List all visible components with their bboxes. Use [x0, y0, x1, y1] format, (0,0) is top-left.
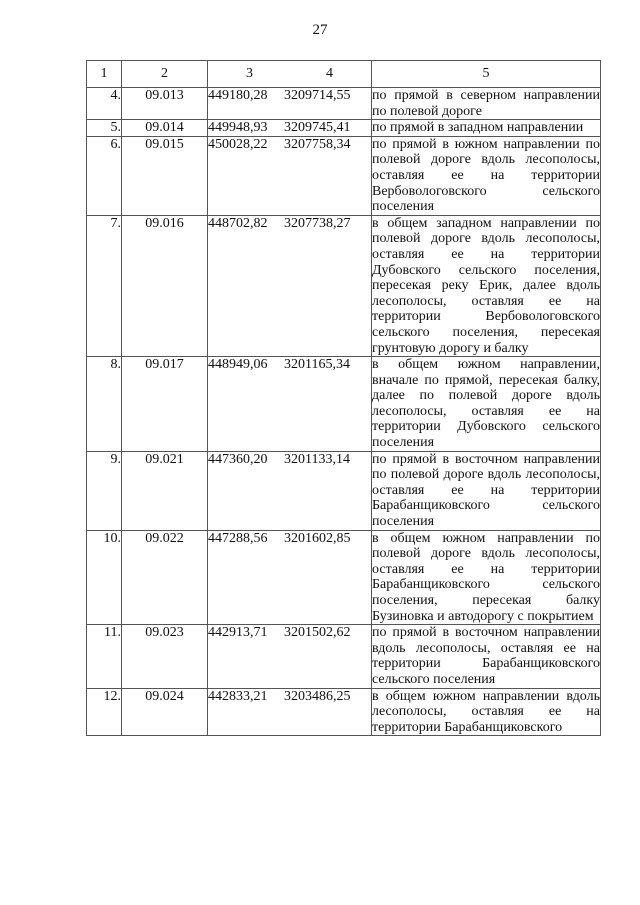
coordinates-cell — [208, 215, 372, 356]
coord-y: 3201602,85 — [284, 530, 351, 546]
point-code: 09.013 — [122, 88, 208, 120]
point-code: 09.022 — [122, 530, 208, 625]
table-header-row — [87, 61, 601, 88]
table-row — [87, 88, 601, 120]
coordinates-cell — [208, 625, 372, 688]
header-col-3: 3 — [246, 66, 253, 82]
point-code: 09.016 — [122, 215, 208, 356]
table-row — [87, 357, 601, 452]
header-col-5: 5 — [372, 61, 601, 88]
row-number: 4. — [87, 88, 122, 120]
row-number: 10. — [87, 530, 122, 625]
coord-x: 447288,56 — [208, 530, 268, 546]
header-col-3-4 — [208, 61, 372, 88]
boundary-points-table — [86, 60, 601, 736]
coord-x: 447360,20 — [208, 451, 268, 467]
row-number: 9. — [87, 451, 122, 530]
coordinates-cell — [208, 357, 372, 452]
coord-y: 3209745,41 — [284, 120, 351, 136]
coordinates-cell — [208, 688, 372, 736]
point-code: 09.014 — [122, 120, 208, 137]
description: по прямой в южном направлении по полевой дороге вдоль лесополосы, оставляя ее на территории Вербовологовского сельского поселения — [372, 136, 600, 215]
coord-x: 442833,21 — [208, 688, 268, 704]
row-number: 5. — [87, 120, 122, 137]
coordinates-cell — [208, 88, 372, 120]
description: в общем западном направлении по полевой дороге вдоль лесополосы, оставляя ее на территории Дубовского сельского поселения, пересекая реку Ерик, далее вдоль лесополосы, оставляя ее на территории Вербовологовского сельского поселения, пересекая грунтовую дорогу и балку — [372, 215, 600, 356]
description: по прямой в восточном направлении по полевой дороге вдоль лесополосы, оставляя ее на территории Барабанщиковского сельского поселения — [372, 451, 600, 530]
header-col-4: 4 — [326, 66, 333, 82]
table-row — [87, 120, 601, 137]
coord-x: 450028,22 — [208, 136, 268, 152]
coord-x: 442913,71 — [208, 625, 268, 641]
coord-y: 3203486,25 — [284, 688, 351, 704]
point-code: 09.023 — [122, 625, 208, 688]
header-col-1: 1 — [87, 61, 122, 88]
coordinates-cell — [208, 136, 372, 215]
coord-y: 3201165,34 — [284, 357, 350, 373]
row-number: 6. — [87, 136, 122, 215]
coordinates-cell — [208, 120, 372, 137]
header-col-2: 2 — [122, 61, 208, 88]
point-code: 09.015 — [122, 136, 208, 215]
coord-x: 448949,06 — [208, 357, 268, 373]
description: в общем южном направлении вдоль лесополосы, оставляя ее на территории Барабанщиковского — [372, 688, 600, 735]
table-row — [87, 688, 601, 736]
coord-y: 3207738,27 — [284, 215, 351, 231]
coord-y: 3201133,14 — [284, 451, 350, 467]
table-row — [87, 625, 601, 688]
table-row — [87, 530, 601, 625]
table-row — [87, 136, 601, 215]
coordinates-cell — [208, 530, 372, 625]
description: по прямой в восточном направлении вдоль лесополосы, оставляя ее на территории Барабанщиковского сельского поселения — [372, 625, 600, 687]
coordinates-cell — [208, 451, 372, 530]
point-code: 09.021 — [122, 451, 208, 530]
description: в общем южном направлении, вначале по прямой, пересекая балку, далее по полевой дороге вдоль лесополосы, оставляя ее на территории Дубовского сельского поселения — [372, 357, 600, 451]
coord-x: 449180,28 — [208, 88, 268, 103]
row-number: 8. — [87, 357, 122, 452]
description: по прямой в северном направлении по полевой дороге — [372, 88, 600, 119]
table-row — [87, 215, 601, 356]
description: по прямой в западном направлении — [372, 120, 601, 137]
description: в общем южном направлении по полевой дороге вдоль лесополосы, оставляя ее на территории Барабанщиковского сельского поселения, пересекая балку Бузиновка и автодорогу с покрытием — [372, 530, 600, 624]
row-number: 11. — [87, 625, 122, 688]
coord-x: 449948,93 — [208, 120, 268, 136]
point-code: 09.024 — [122, 688, 208, 736]
page-number: 27 — [312, 22, 328, 38]
row-number: 12. — [87, 688, 122, 736]
row-number: 7. — [87, 215, 122, 356]
point-code: 09.017 — [122, 357, 208, 452]
coord-x: 448702,82 — [208, 215, 268, 231]
coord-y: 3209714,55 — [284, 88, 351, 103]
table-row — [87, 451, 601, 530]
coord-y: 3201502,62 — [284, 625, 351, 641]
coord-y: 3207758,34 — [284, 136, 351, 152]
